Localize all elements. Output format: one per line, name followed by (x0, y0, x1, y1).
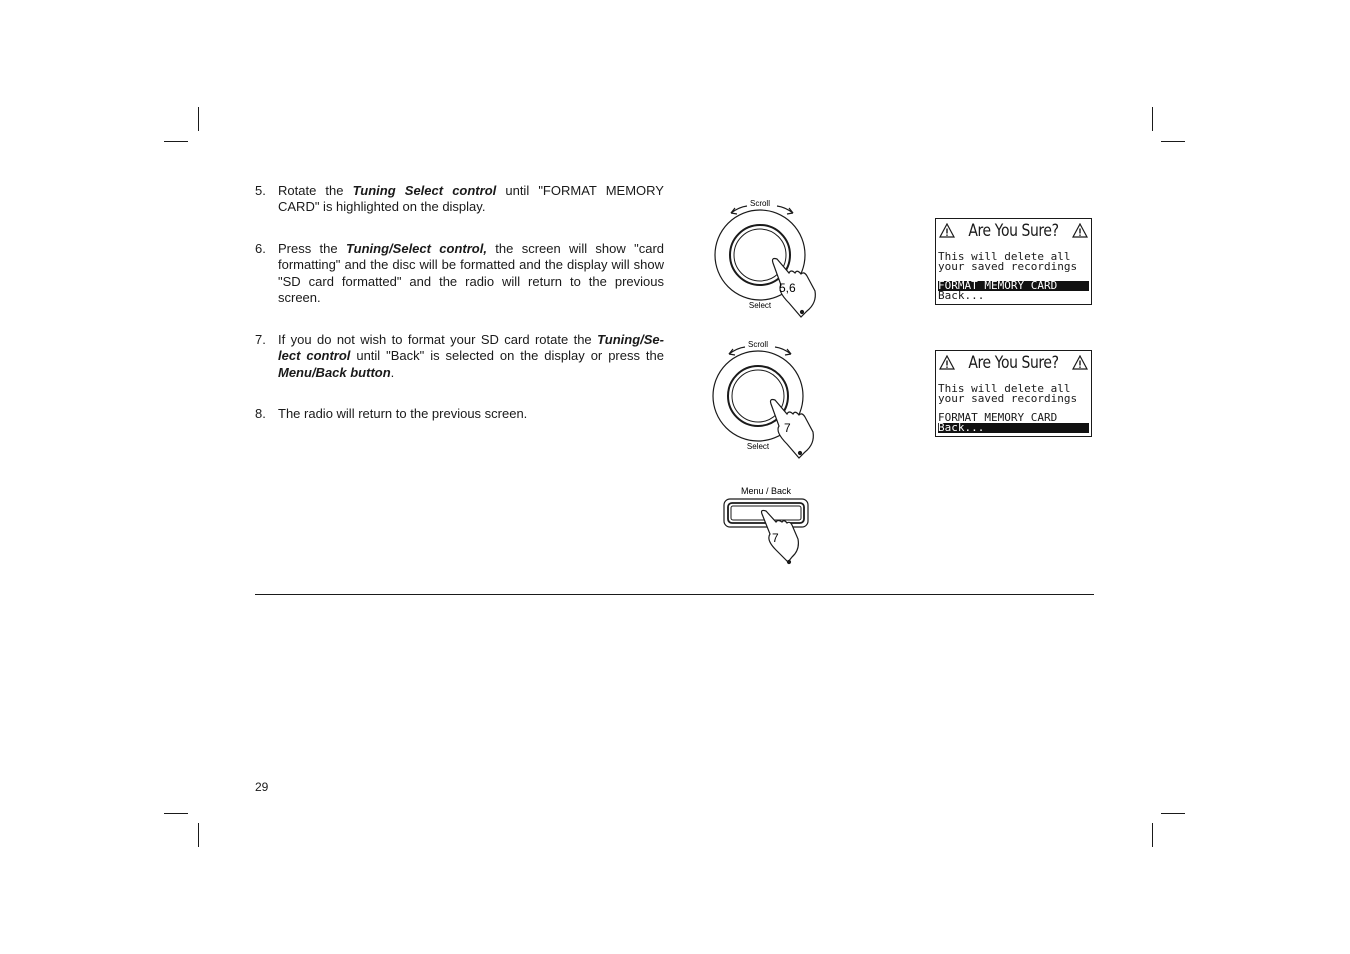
page-number: 29 (255, 780, 269, 794)
step-text-fragment: Press the (278, 241, 346, 256)
step-text-fragment: Rotate the (278, 183, 353, 198)
display-option-back: Back... (938, 423, 1089, 433)
scroll-label: Scroll (749, 199, 771, 208)
crop-mark (198, 823, 199, 847)
step-5 (255, 183, 664, 216)
step-number: 8. (255, 406, 266, 421)
step-text-fragment: The radio will return to the previous screen. (278, 406, 528, 421)
scroll-label: Scroll (747, 340, 769, 349)
crop-mark (198, 107, 199, 131)
step-text (278, 183, 664, 216)
control-name: Tuning/Select control, (345, 241, 487, 256)
step-text (278, 241, 664, 306)
warning-icon (1072, 355, 1088, 371)
step-text-fragment: until "Back" is selected on the display or press the (350, 348, 664, 364)
display-option-format: FORMAT MEMORY CARD (938, 281, 1089, 291)
step-text-fragment: . (390, 364, 395, 380)
control-name: Menu/Back button (278, 364, 391, 380)
warning-icon (1072, 223, 1088, 239)
crop-mark (164, 813, 188, 814)
step-7 (255, 332, 664, 381)
lcd-display-format-highlighted (935, 218, 1092, 305)
step-number: 7. (255, 332, 266, 347)
control-name: Tuning Select control (352, 183, 497, 198)
tuning-select-knob-figure-1 (705, 195, 825, 320)
step-text-fragment: the screen will show "card formatting" and the disc will be formatted and the display will show "SD card formatted" and the radio will return to the previous screen. (278, 241, 664, 305)
step-number: 6. (255, 241, 266, 256)
display-title: Are You Sure? (968, 221, 1059, 241)
control-name: Tuning/Se-lect control (278, 332, 664, 364)
crop-mark (1161, 813, 1185, 814)
display-message: your saved recordings (938, 394, 1078, 404)
step-text (278, 406, 664, 422)
step-text (278, 332, 664, 381)
lcd-display-back-highlighted (935, 350, 1092, 437)
crop-mark (164, 141, 188, 142)
display-option-format: FORMAT MEMORY CARD (938, 413, 1058, 423)
display-option-back: Back... (938, 291, 985, 301)
crop-mark (1152, 107, 1153, 131)
step-callout: 7 (784, 421, 791, 435)
step-8 (255, 406, 664, 422)
tuning-select-knob-figure-2 (703, 336, 823, 461)
select-label: Select (748, 301, 772, 310)
step-text-fragment: until "FORMAT MEMORY CARD" is highlighted on the display. (278, 183, 664, 215)
crop-mark (1161, 141, 1185, 142)
display-message: This will delete all (938, 384, 1071, 394)
step-number: 5. (255, 183, 266, 198)
display-message: your saved recordings (938, 262, 1078, 272)
pointing-hand-icon (762, 510, 799, 563)
menu-back-label: Menu / Back (740, 486, 792, 496)
step-callout: 5,6 (779, 281, 796, 295)
footer-rule (255, 594, 1094, 595)
display-title: Are You Sure? (968, 353, 1059, 373)
display-message: This will delete all (938, 252, 1071, 262)
crop-mark (1152, 823, 1153, 847)
select-label: Select (746, 442, 770, 451)
step-text-fragment: If you do not wish to format your SD card rotate the (278, 332, 598, 347)
pointing-hand-icon (771, 400, 814, 459)
step-callout: 7 (772, 531, 779, 545)
menu-back-button-figure (718, 484, 818, 574)
step-6 (255, 241, 664, 306)
